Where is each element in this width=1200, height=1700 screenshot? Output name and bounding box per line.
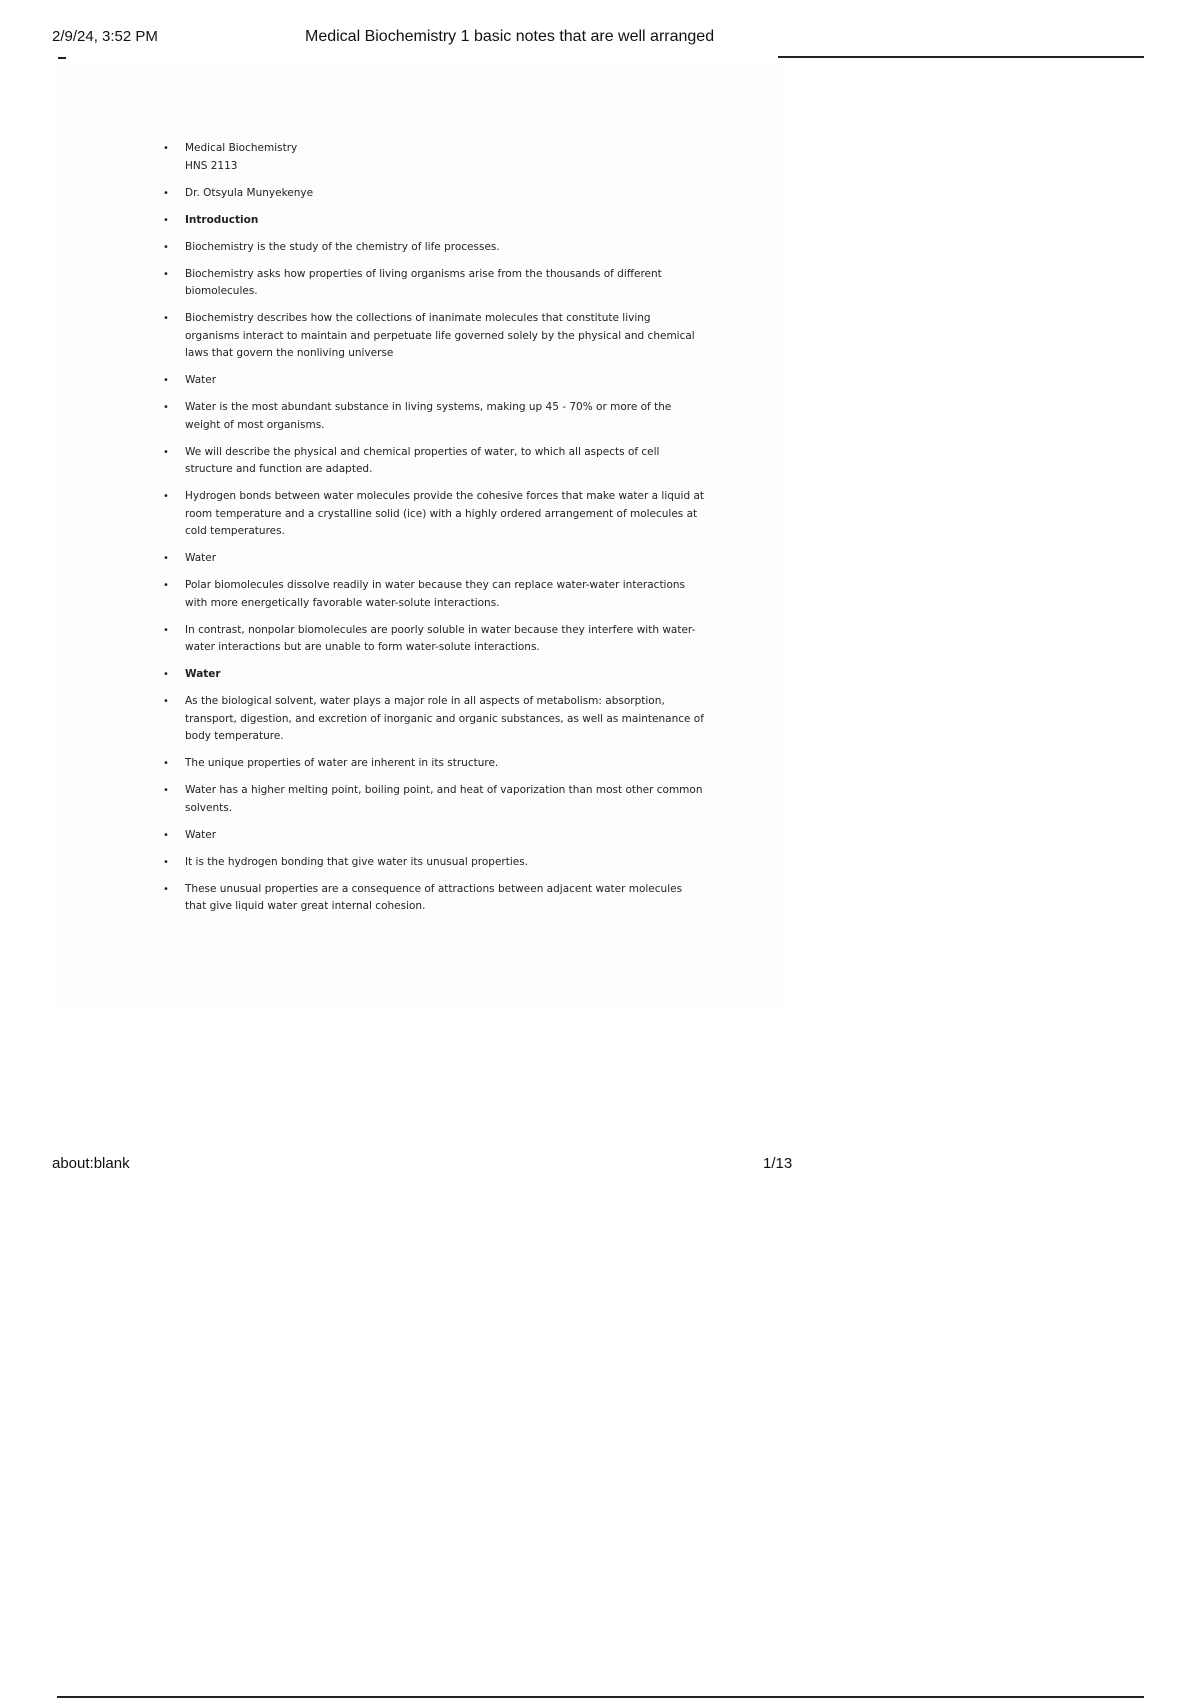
- note-text: Dr. Otsyula Munyekenye: [185, 186, 314, 199]
- bullet-icon: •: [163, 402, 169, 413]
- bullet-icon: •: [163, 669, 169, 680]
- note-text: Water has a higher melting point, boiling point, and heat of vaporization than most other common solvents.: [185, 784, 703, 814]
- note-item: [160, 782, 705, 817]
- note-item: [160, 577, 705, 612]
- bullet-icon: •: [163, 214, 169, 226]
- note-item: [160, 827, 705, 845]
- note-item: [160, 666, 705, 684]
- print-timestamp: 2/9/24, 3:52 PM: [52, 28, 158, 45]
- note-text: We will describe the physical and chemical properties of water, to which all aspects of cell structure and function are adapted.: [185, 445, 660, 475]
- bullet-icon: •: [163, 580, 169, 591]
- note-text: Medical Biochemistry: [185, 142, 298, 154]
- bullet-icon: •: [163, 829, 169, 841]
- bullet-icon: •: [163, 446, 169, 458]
- note-text: The unique properties of water are inherent in its structure.: [185, 757, 499, 769]
- notes-list: [160, 140, 705, 925]
- print-url: about:blank: [52, 1155, 130, 1172]
- bullet-icon: •: [163, 241, 169, 253]
- bullet-icon: •: [163, 268, 169, 280]
- note-text: Water: [185, 668, 221, 680]
- note-item: [160, 755, 705, 773]
- page-number: 1/13: [763, 1155, 793, 1172]
- bullet-icon: •: [163, 624, 169, 636]
- header-tick: [58, 57, 66, 59]
- header-rule: [778, 56, 1144, 58]
- bullet-icon: •: [163, 696, 169, 707]
- bullet-icon: •: [163, 187, 169, 199]
- note-text: Hydrogen bonds between water molecules provide the cohesive forces that make water a liquid at room temperature and a crystalline solid (ice) with a highly ordered arrangement of molecules at cold temperatures.: [185, 490, 705, 537]
- note-text: As the biological solvent, water plays a major role in all aspects of metabolism: absorption, transport, digestion, and excretion of inorganic and organic substances, as well as maintenance of body temperature.: [185, 695, 704, 742]
- note-text-line2: HNS 2113: [185, 159, 238, 172]
- note-text: These unusual properties are a consequence of attractions between adjacent water molecules that give liquid water great internal cohesion.: [185, 882, 683, 912]
- note-item: [160, 266, 705, 301]
- document-title: Medical Biochemistry 1 basic notes that are well arranged: [305, 28, 715, 45]
- note-item: [160, 550, 705, 568]
- note-item: [160, 622, 705, 657]
- bullet-icon: •: [163, 491, 169, 502]
- bullet-icon: •: [163, 856, 169, 868]
- note-text: Water: [185, 828, 217, 841]
- note-item: [160, 399, 705, 434]
- note-text: Water is the most abundant substance in living systems, making up 45 - 70% or more of the weight of most organisms.: [185, 401, 672, 431]
- note-item: [160, 310, 705, 363]
- note-text: It is the hydrogen bonding that give water its unusual properties.: [185, 855, 529, 868]
- note-text: Introduction: [185, 213, 259, 226]
- note-item: [160, 212, 705, 230]
- note-item: [160, 444, 705, 479]
- bullet-icon: •: [163, 758, 169, 769]
- note-item: [160, 881, 705, 916]
- note-item: [160, 239, 705, 257]
- note-text: Water: [185, 552, 217, 564]
- bullet-icon: •: [163, 143, 169, 154]
- bullet-icon: •: [163, 375, 169, 386]
- footer-rule: [57, 1696, 1144, 1698]
- bullet-icon: •: [163, 883, 169, 895]
- note-text: In contrast, nonpolar biomolecules are poorly soluble in water because they interfere with water-water interactions but are unable to form water-solute interactions.: [185, 623, 696, 653]
- bullet-icon: •: [163, 313, 169, 324]
- note-item: [160, 854, 705, 872]
- note-item: [160, 140, 705, 175]
- note-text: Water: [185, 374, 217, 386]
- note-item: [160, 488, 705, 541]
- note-item: [160, 372, 705, 390]
- note-item: [160, 693, 705, 746]
- bullet-icon: •: [163, 553, 169, 564]
- note-text: Polar biomolecules dissolve readily in water because they can replace water-water interactions with more energetically favorable water-solute interactions.: [185, 579, 686, 609]
- note-item: [160, 185, 705, 203]
- bullet-icon: •: [163, 785, 169, 796]
- note-text: Biochemistry asks how properties of living organisms arise from the thousands of different biomolecules.: [185, 267, 662, 297]
- note-text: Biochemistry describes how the collections of inanimate molecules that constitute living organisms interact to maintain and perpetuate life governed solely by the physical and chemical laws that govern the nonliving universe: [185, 312, 695, 359]
- note-text: Biochemistry is the study of the chemistry of life processes.: [185, 240, 500, 253]
